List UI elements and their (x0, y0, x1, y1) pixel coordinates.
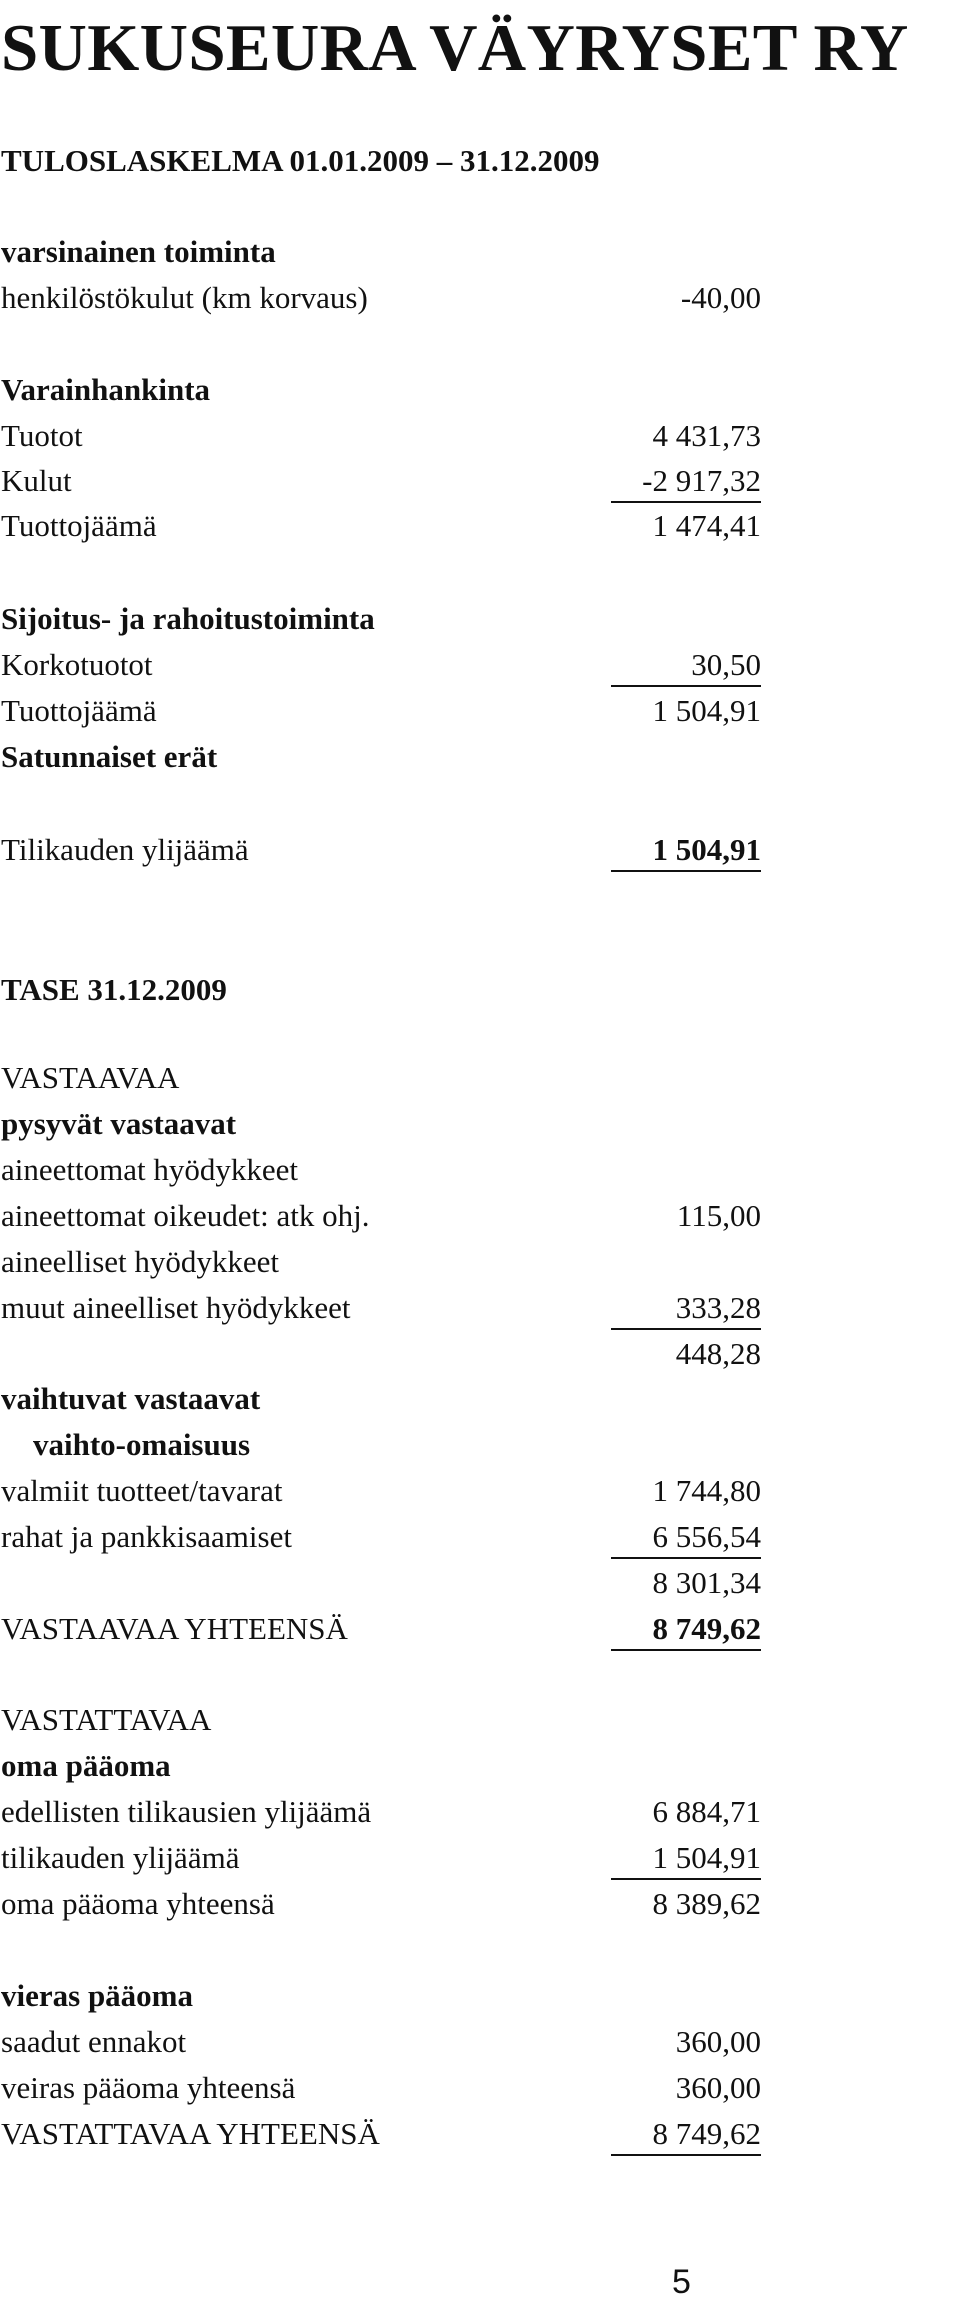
income-row (1, 418, 761, 454)
inventory-heading: vaihto-omaisuus (33, 1427, 251, 1462)
total-label: VASTATTAVAA YHTEENSÄ (1, 2116, 380, 2151)
balance-row (1, 1473, 761, 1509)
income-section-heading: Sijoitus- ja rahoitustoiminta (1, 601, 375, 636)
income-row (1, 647, 761, 683)
row-value: 1 504,91 (652, 693, 761, 728)
row-value: -2 917,32 (611, 463, 761, 499)
row-value: -40,00 (680, 280, 761, 315)
subtotal-value: 8 301,34 (652, 1565, 761, 1600)
row-label: edellisten tilikausien ylijäämä (1, 1794, 372, 1829)
row-value: 360,00 (675, 2070, 761, 2105)
row-label: Korkotuotot (1, 647, 153, 682)
row-value: 8 389,62 (652, 1886, 761, 1921)
row-label: rahat ja pankkisaamiset (1, 1519, 292, 1554)
balance-row (1, 1794, 761, 1830)
subtotal-value: 448,28 (675, 1336, 761, 1371)
row-label: saadut ennakot (1, 2024, 187, 2059)
total-value: 8 749,62 (611, 2116, 761, 2152)
row-label: Tuottojäämä (1, 693, 157, 728)
row-value: 1 744,80 (652, 1473, 761, 1508)
balance-row (1, 1198, 761, 1234)
row-value: 30,50 (611, 647, 761, 683)
row-value: 360,00 (675, 2024, 761, 2059)
row-label: Tuottojäämä (1, 508, 157, 543)
row-value: 6 556,54 (611, 1519, 761, 1555)
income-section-heading: Satunnaiset erät (1, 739, 218, 774)
income-statement-title: TULOSLASKELMA 01.01.2009 – 31.12.2009 (1, 143, 600, 178)
row-label: tilikauden ylijäämä (1, 1840, 240, 1875)
income-row (1, 280, 761, 316)
row-label: Tuotot (1, 418, 83, 453)
income-section-heading: Varainhankinta (1, 372, 211, 407)
row-value: 1 504,91 (611, 1840, 761, 1876)
surplus-label: Tilikauden ylijäämä (1, 832, 249, 867)
balance-total-row (1, 1611, 761, 1647)
total-label: VASTAAVAA YHTEENSÄ (1, 1611, 348, 1646)
income-row (1, 693, 761, 729)
fixed-assets-heading: pysyvät vastaavat (1, 1106, 237, 1141)
tangible-assets-heading: aineelliset hyödykkeet (1, 1244, 280, 1279)
row-label: aineettomat oikeudet: atk ohj. (1, 1198, 370, 1233)
income-surplus-row (1, 832, 761, 868)
income-row (1, 463, 761, 499)
row-label: valmiit tuotteet/tavarat (1, 1473, 283, 1508)
row-label: muut aineelliset hyödykkeet (1, 1290, 351, 1325)
row-label: oma pääoma yhteensä (1, 1886, 275, 1921)
surplus-value: 1 504,91 (611, 832, 761, 868)
organization-title: SUKUSEURA VÄYRYSET RY (1, 11, 909, 85)
intangible-assets-heading: aineettomat hyödykkeet (1, 1152, 298, 1187)
balance-row (1, 1290, 761, 1326)
balance-row (1, 2070, 761, 2106)
row-value: 115,00 (676, 1198, 761, 1233)
total-value: 8 749,62 (611, 1611, 761, 1647)
current-assets-heading: vaihtuvat vastaavat (1, 1381, 261, 1416)
balance-row (1, 1519, 761, 1555)
balance-total-row (1, 2116, 761, 2152)
page-number: 5 (672, 2263, 691, 2301)
balance-row (1, 1886, 761, 1922)
row-value: 4 431,73 (652, 418, 761, 453)
balance-row (1, 1840, 761, 1876)
income-row (1, 508, 761, 544)
debt-heading: vieras pääoma (1, 1978, 194, 2013)
row-value: 333,28 (611, 1290, 761, 1326)
liabilities-heading: VASTATTAVAA (1, 1702, 212, 1737)
row-value: 1 474,41 (652, 508, 761, 543)
row-label: Kulut (1, 463, 72, 498)
balance-row (1, 2024, 761, 2060)
assets-heading: VASTAAVAA (1, 1060, 180, 1095)
row-value: 6 884,71 (652, 1794, 761, 1829)
equity-heading: oma pääoma (1, 1748, 171, 1783)
row-label: henkilöstökulut (km korvaus) (1, 280, 368, 315)
row-label: veiras pääoma yhteensä (1, 2070, 296, 2105)
balance-sheet-title: TASE 31.12.2009 (1, 972, 227, 1007)
income-section-heading: varsinainen toiminta (1, 234, 276, 269)
